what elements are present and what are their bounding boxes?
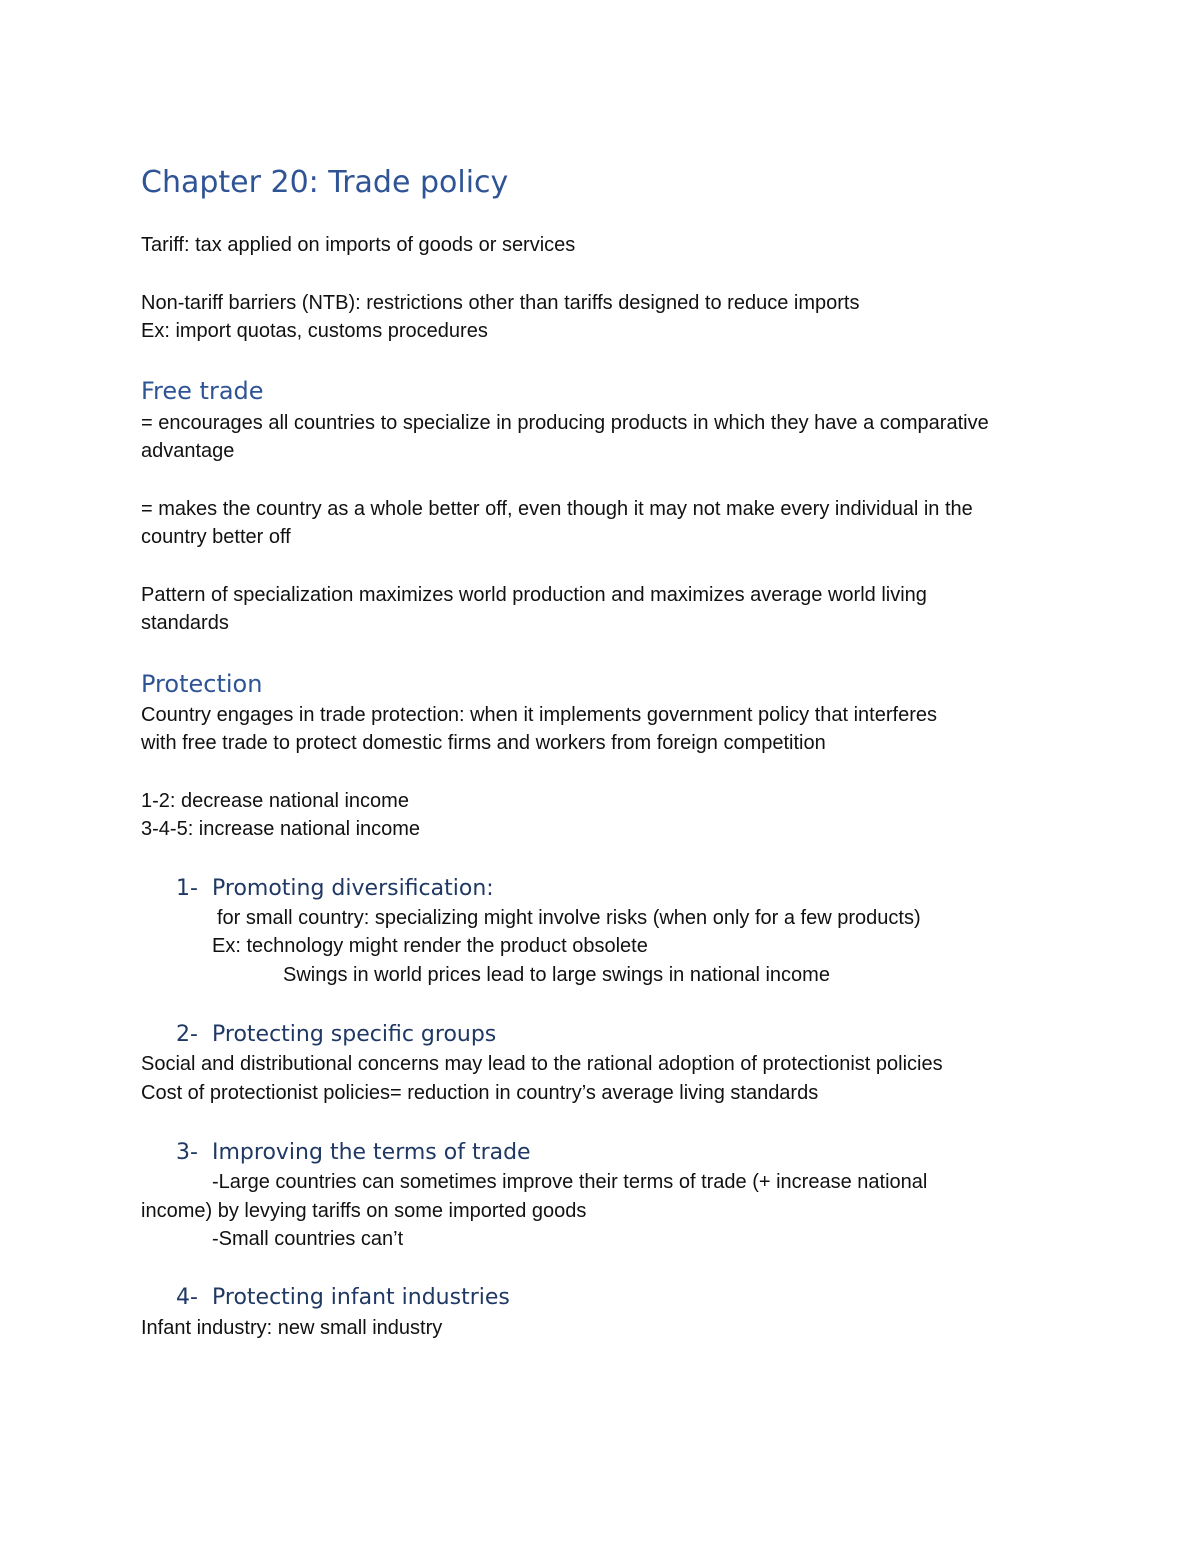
section-2-heading [176, 1020, 496, 1050]
section-3-line2: income) by levying tariffs on some imported goods [141, 1200, 587, 1222]
section-2-line2: Cost of protectionist policies= reduction in country’s average living standards [141, 1082, 819, 1104]
free-trade-p2-line2: country better off [141, 526, 291, 548]
ntb-example: Ex: import quotas, customs procedures [141, 320, 488, 342]
section-1-line3: Swings in world prices lead to large swings in national income [283, 964, 830, 986]
protection-decrease-note: 1-2: decrease national income [141, 790, 409, 812]
section-1-heading [176, 874, 494, 904]
protection-increase-note: 3-4-5: increase national income [141, 818, 421, 840]
heading-protection: Protection [141, 670, 263, 698]
free-trade-p1-line1: = encourages all countries to specialize in producing products in which they have a comparative [141, 412, 989, 434]
section-4-number: 4- [176, 1285, 198, 1310]
heading-free-trade: Free trade [141, 377, 264, 405]
section-3-line3: -Small countries can’t [212, 1228, 404, 1250]
section-3-title: Improving the terms of trade [212, 1140, 531, 1165]
section-2-number: 2- [176, 1022, 198, 1047]
section-2-line1: Social and distributional concerns may lead to the rational adoption of protectionist policies [141, 1053, 943, 1075]
free-trade-p3-line1: Pattern of specialization maximizes world production and maximizes average world living [141, 584, 927, 606]
section-4-title: Protecting infant industries [212, 1285, 510, 1310]
section-3-line1: -Large countries can sometimes improve their terms of trade (+ increase national [212, 1171, 928, 1193]
section-3-number: 3- [176, 1140, 198, 1165]
section-1-line1: for small country: specializing might involve risks (when only for a few products) [217, 907, 921, 929]
tariff-definition: Tariff: tax applied on imports of goods or services [141, 234, 576, 256]
section-4-heading [176, 1283, 510, 1313]
protection-p1-line2: with free trade to protect domestic firms and workers from foreign competition [141, 732, 826, 754]
free-trade-p1-line2: advantage [141, 440, 235, 462]
section-1-number: 1- [176, 876, 198, 901]
page-title: Chapter 20: Trade policy [141, 165, 509, 200]
section-2-title: Protecting specific groups [212, 1022, 497, 1047]
free-trade-p3-line2: standards [141, 612, 229, 634]
free-trade-p2-line1: = makes the country as a whole better off, even though it may not make every individual in the [141, 498, 973, 520]
section-3-heading [176, 1138, 531, 1168]
section-4-line1: Infant industry: new small industry [141, 1317, 443, 1339]
section-1-line2: Ex: technology might render the product obsolete [212, 935, 648, 957]
protection-p1-line1: Country engages in trade protection: when it implements government policy that interferes [141, 704, 937, 726]
section-1-title: Promoting diversification: [212, 876, 494, 901]
ntb-definition: Non-tariff barriers (NTB): restrictions other than tariffs designed to reduce imports [141, 292, 860, 314]
